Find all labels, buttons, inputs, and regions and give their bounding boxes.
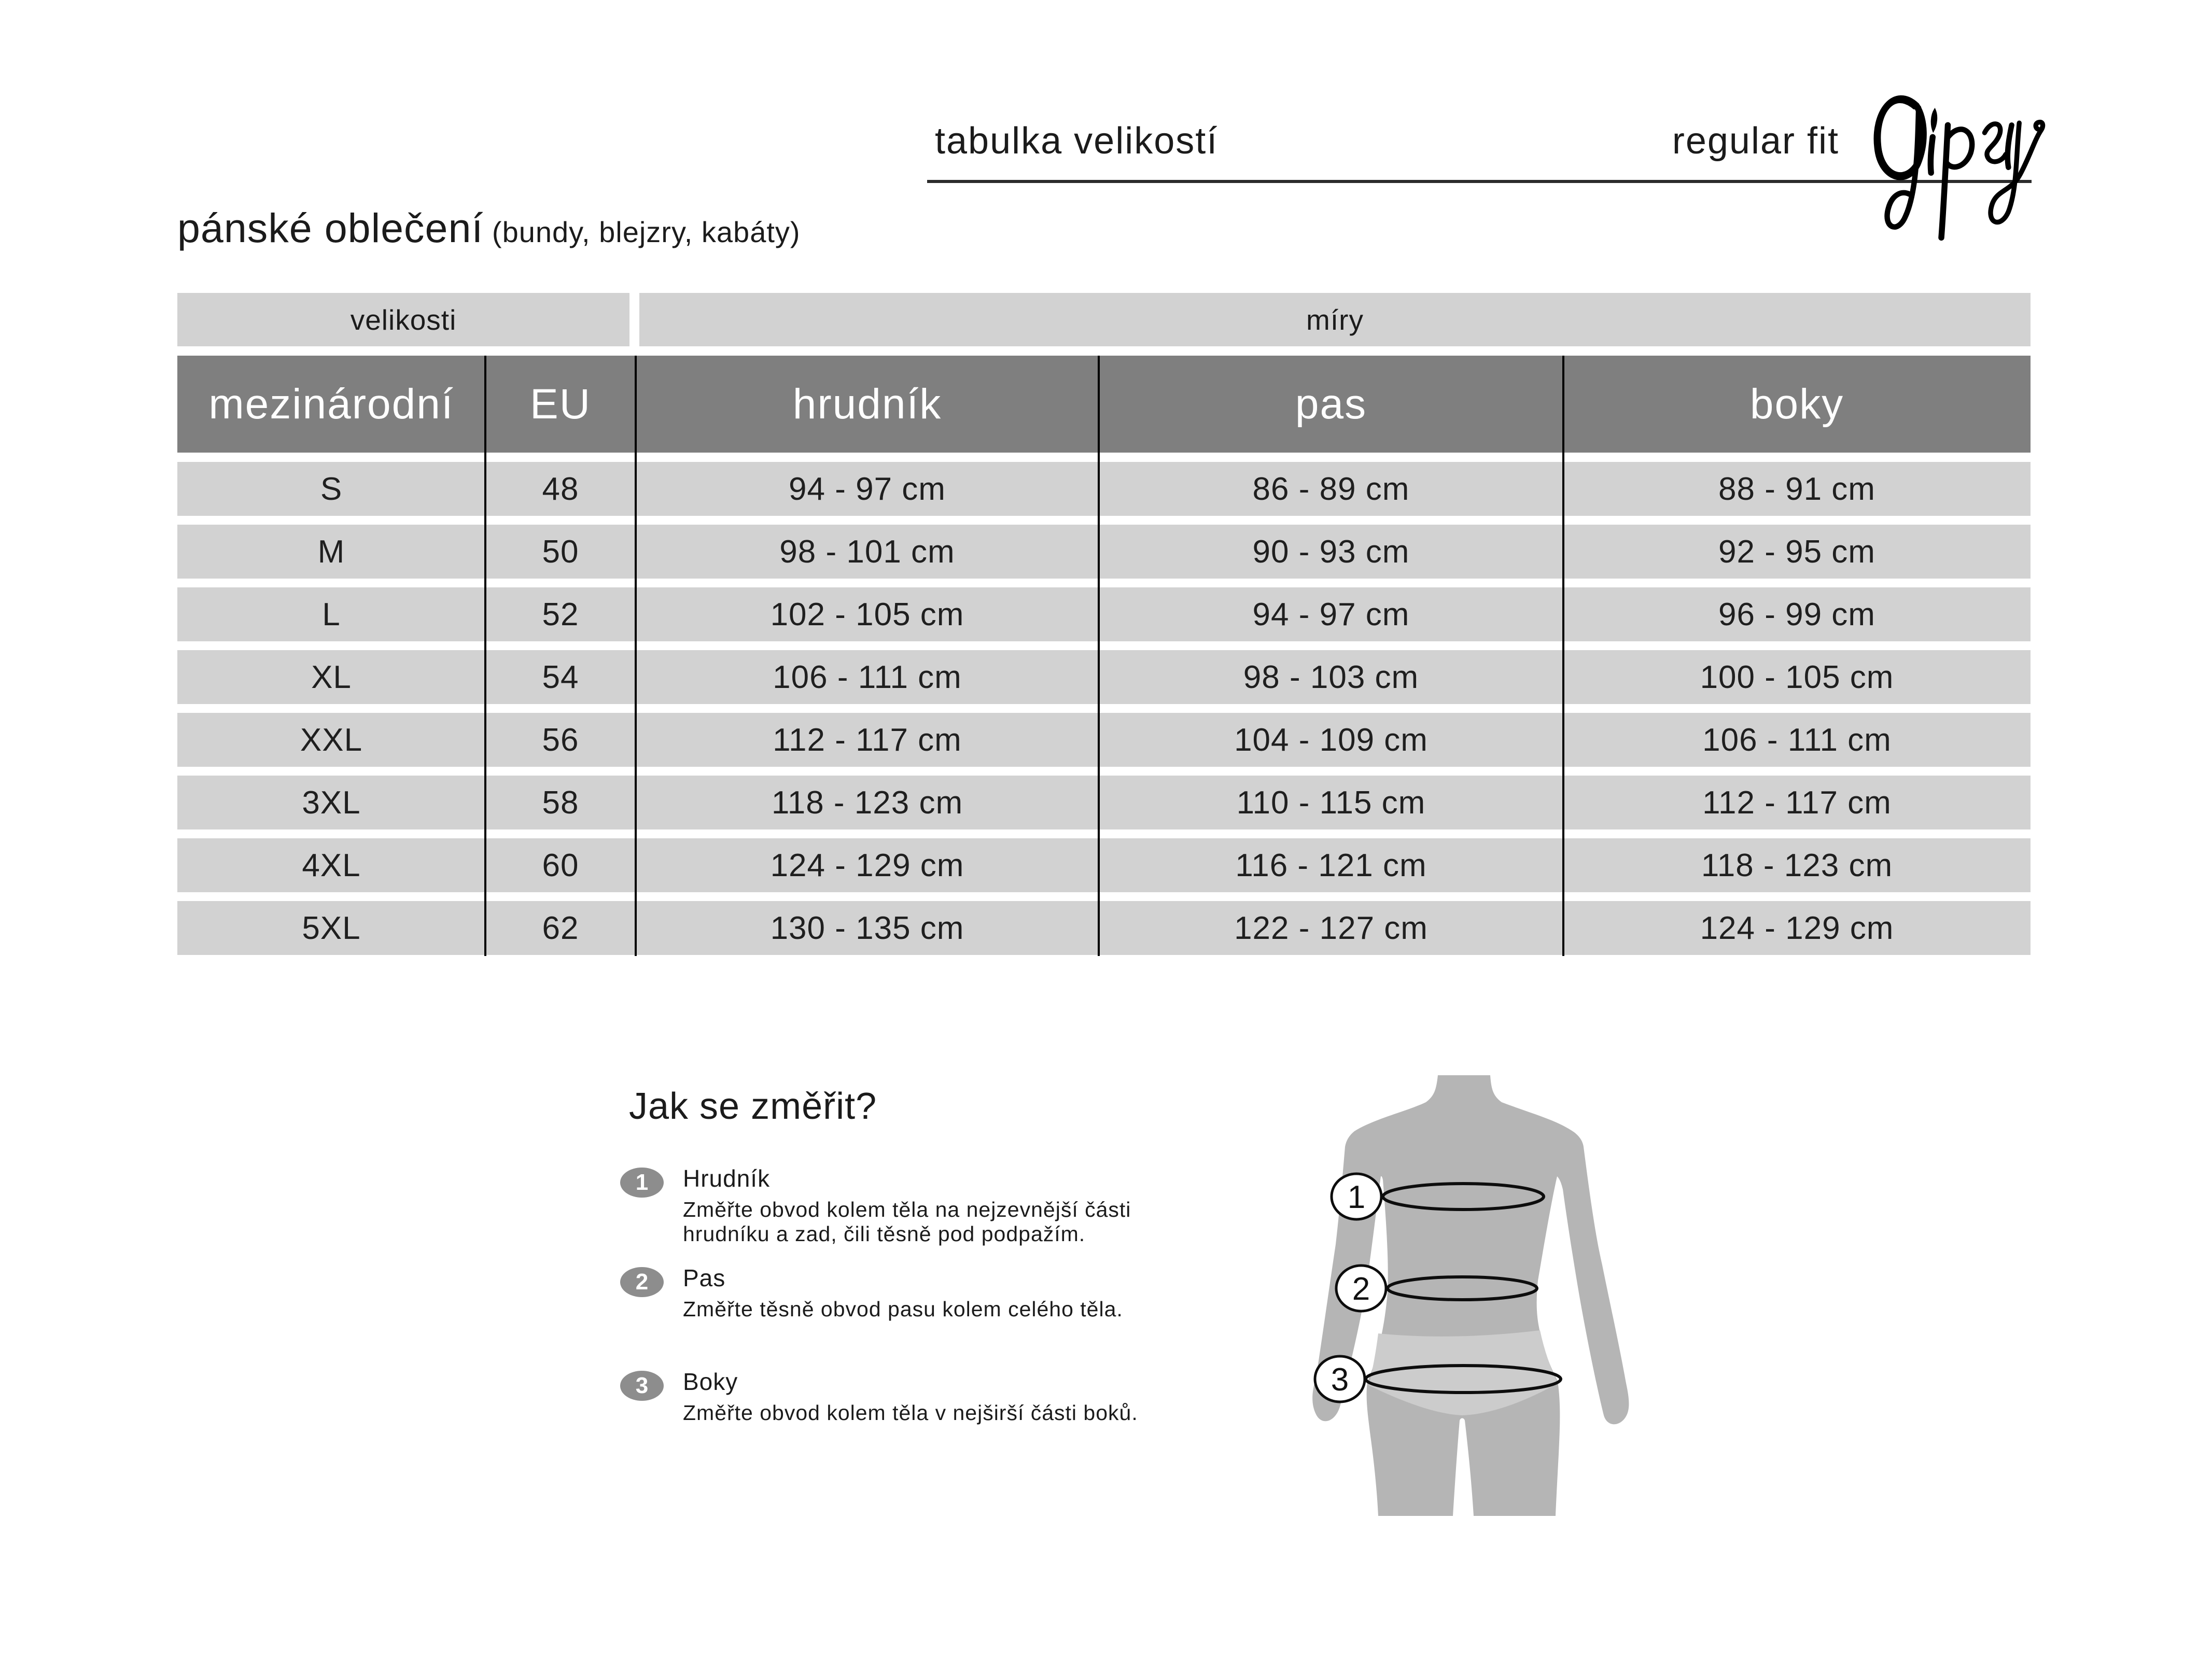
column-divider-line [484, 356, 486, 956]
howto-title: Jak se změřit? [629, 1086, 877, 1127]
step-description: Změřte obvod kolem těla na nejzevnější části hrudníku a zad, čili těsně pod podpažím. [683, 1198, 1131, 1246]
group-header-sizes: velikosti [177, 293, 629, 346]
table-row [177, 587, 2031, 641]
table-cell-int: 4XL [302, 847, 361, 883]
step-name: Hrudník [683, 1165, 771, 1192]
table-cell-int: 5XL [302, 910, 361, 946]
group-header-measurements: míry [639, 293, 2031, 346]
table-cell-chest: 98 - 101 cm [779, 533, 955, 570]
table-cell-eu: 60 [542, 847, 579, 883]
table-row [177, 901, 2031, 955]
column-header-hips: boky [1749, 380, 1844, 428]
table-cell-chest: 94 - 97 cm [789, 471, 946, 507]
table-cell-int: 3XL [302, 784, 361, 821]
gipsy-logo [1871, 58, 2050, 245]
table-cell-hips: 118 - 123 cm [1701, 847, 1893, 883]
table-cell-eu: 62 [542, 910, 579, 946]
table-cell-waist: 86 - 89 cm [1252, 471, 1410, 507]
fit-label: regular fit [1672, 120, 1839, 162]
table-cell-int: L [322, 596, 341, 632]
group-header-gap [629, 293, 639, 346]
step-number-badge: 1 [620, 1168, 664, 1198]
table-row [177, 713, 2031, 767]
table-cell-int: XXL [300, 722, 363, 758]
section-title-main: pánské oblečení [177, 205, 484, 251]
figure-marker-2-label: 2 [1352, 1271, 1370, 1307]
step-text [683, 1266, 1123, 1321]
column-header-waist: pas [1295, 380, 1367, 428]
step-description: Změřte obvod kolem těla v nejširší části boků. [683, 1401, 1138, 1425]
table-cell-chest: 124 - 129 cm [770, 847, 964, 883]
table-cell-chest: 106 - 111 cm [773, 659, 962, 695]
step-name: Boky [683, 1368, 738, 1395]
header-divider-line [927, 180, 2032, 183]
step-text [683, 1370, 1138, 1425]
table-cell-eu: 56 [542, 722, 579, 758]
table-row [177, 838, 2031, 892]
table-cell-chest: 112 - 117 cm [773, 722, 962, 758]
page-header-title: tabulka velikostí [935, 120, 1219, 162]
table-cell-hips: 96 - 99 cm [1718, 596, 1875, 632]
step-number-badge: 2 [620, 1267, 664, 1297]
column-header-eu: EU [530, 380, 591, 428]
table-row [177, 650, 2031, 704]
column-divider-line [1098, 356, 1100, 956]
body-figure [1286, 1068, 1639, 1519]
table-cell-chest: 130 - 135 cm [770, 910, 964, 946]
table-cell-waist: 94 - 97 cm [1252, 596, 1410, 632]
section-title-sub: (bundy, blejzry, kabáty) [483, 216, 801, 248]
column-header-chest: hrudník [792, 380, 942, 428]
size-table [177, 293, 2031, 957]
table-cell-waist: 98 - 103 cm [1243, 659, 1419, 695]
column-divider-line [635, 356, 637, 956]
figure-marker-1-label: 1 [1347, 1179, 1366, 1215]
table-cell-chest: 102 - 105 cm [770, 596, 964, 632]
table-group-header-row [177, 293, 2031, 346]
table-cell-waist: 110 - 115 cm [1236, 784, 1426, 821]
table-cell-hips: 112 - 117 cm [1702, 784, 1892, 821]
figure-marker-3-label: 3 [1331, 1362, 1349, 1398]
table-cell-eu: 54 [542, 659, 579, 695]
table-cell-waist: 90 - 93 cm [1252, 533, 1410, 570]
table-column-header-row [177, 356, 2031, 453]
table-cell-hips: 100 - 105 cm [1700, 659, 1894, 695]
table-cell-int: M [317, 533, 345, 570]
column-divider-line [1562, 356, 1564, 956]
table-row [177, 462, 2031, 516]
step-number-badge: 3 [620, 1371, 664, 1401]
table-cell-chest: 118 - 123 cm [771, 784, 963, 821]
table-cell-eu: 50 [542, 533, 579, 570]
table-cell-hips: 106 - 111 cm [1702, 722, 1892, 758]
table-cell-eu: 52 [542, 596, 579, 632]
table-cell-waist: 116 - 121 cm [1235, 847, 1427, 883]
section-title [177, 205, 801, 251]
table-cell-eu: 58 [542, 784, 579, 821]
table-cell-int: S [320, 471, 343, 507]
table-cell-int: XL [311, 659, 352, 695]
column-header-international: mezinárodní [208, 380, 454, 428]
step-description: Změřte těsně obvod pasu kolem celého těla. [683, 1297, 1123, 1321]
table-row [177, 525, 2031, 579]
table-cell-hips: 92 - 95 cm [1718, 533, 1875, 570]
table-cell-hips: 88 - 91 cm [1718, 471, 1875, 507]
step-text [683, 1166, 1131, 1246]
table-cell-waist: 104 - 109 cm [1234, 722, 1428, 758]
step-name: Pas [683, 1264, 726, 1291]
table-cell-eu: 48 [542, 471, 579, 507]
table-body [177, 462, 2031, 955]
table-cell-hips: 124 - 129 cm [1700, 910, 1894, 946]
table-cell-waist: 122 - 127 cm [1234, 910, 1428, 946]
table-row [177, 776, 2031, 830]
